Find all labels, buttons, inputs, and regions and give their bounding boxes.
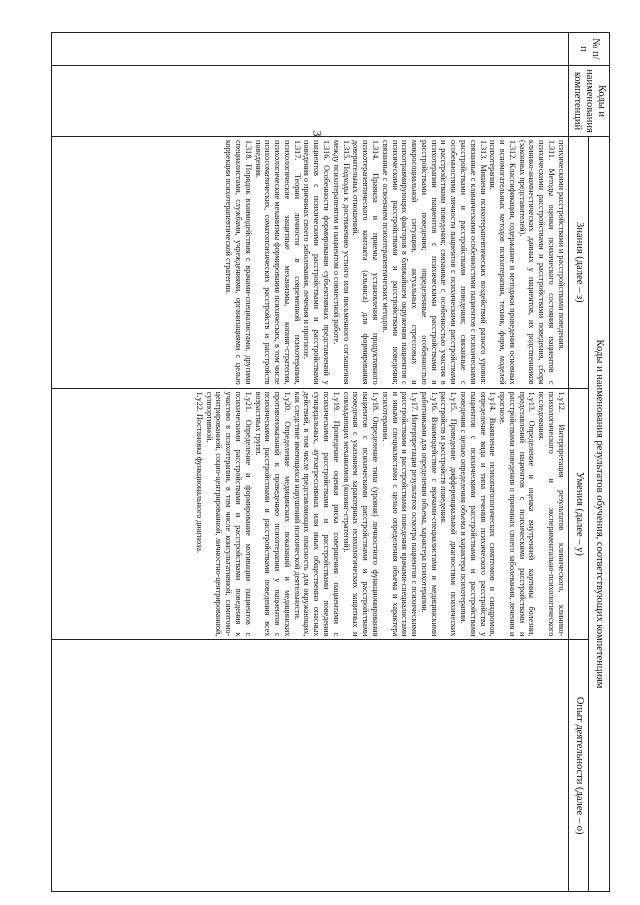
knowledge-item: 1.313. Мишени психотерапевтических воздействий разного уровня: связанные с клиническими особенностями пациентов с психическими расстройствами и расстройствами поведения; связанные с особенностями личности пациентов с психическими расстройствами и расстройствами поведения; связанные с особенностью участия в психотерапии пациентов с психическими расстройствами и расстройствами поведения; определенные особенностью микросоциальной ситуации, актуальных стрессовых и психотравмирующих факторов в ближайшем окружении пациентов с психическими расстройствами и расстройствами поведения; связанные с освоением психотерапевтических методов.	[380, 140, 488, 385]
skill-item: 1.у20. Определение медицинских показаний и медицинских противопоказаний к проведению психотерапии у пациентов с психическими расстройствами и расстройствами поведения всех возрастных групп.	[253, 391, 292, 637]
skill-item: 1.у16. Взаимодействие с врачами-специалистами и медицинскими работниками для определения объема, характера психотерапии.	[419, 391, 439, 637]
knowledge-item: 1.315. Подходы к достижению устного или письменного соглашения между психотерапевтом и пациентом о совместной работе.	[331, 140, 351, 385]
rotated-page-content	[30, 32, 610, 892]
skill-item: 1.у15. Проведение дифференциальной диагностики психических расстройств и расстройств поведения.	[439, 391, 459, 637]
number-cell	[51, 33, 568, 66]
competency-table	[51, 32, 610, 892]
skill-item: 1.у18. Определение типа (уровня) личностного функционирования пациентов с психическими расстройствами и расстройствами поведения с указанием характерных психологических защитных и совладающих механизмов (копинг-стратегий).	[341, 391, 380, 637]
skill-item: 1.у21. Определение и формирование мотивации пациентов с психическими расстройствами и расстройствами поведения к участию в психотерапии, в том числе консультативной, симптомо-центрированной, социо-центрированной, личностно-центрированной, суппортивной.	[204, 391, 253, 637]
knowledge-item: 1.312. Классификации, содержание и методики проведения основных и вспомогательных методов психотерапии, техник, форм, моделей психотерапии.	[488, 140, 517, 385]
knowledge-item: 1.316. Особенности формирования субъективных представлений у пациентов с психическими расстройствами и расстройствами поведения о причинах своего заболевания, лечения и прогнозе.	[302, 140, 332, 385]
knowledge-item: 1.318. Порядок взаимодействия с врачами-специалистами, другими специалистами, службами, учреждениями, организациями с целью коррекции психотерапевтической стратегии.	[224, 140, 253, 385]
knowledge-item: 1.317. Теории личности в современной психотерапии, психологические защитные механизмы, копинг-стратегии, психологические механизмы формирования психических, в том числе психосоматических, соматопсихических расстройств и расстройств поведения.	[253, 140, 302, 385]
skill-item: 1.у13. Определение и оценка внутренней картины болезни, представлений пациентов с психическими расстройствами и расстройствами поведения о причинах своего заболевания, лечения и прогнозе.	[498, 391, 537, 637]
header-competency-codes: Коды и наименования компетенций	[568, 66, 609, 137]
header-experience: Опыт деятельности (далее – о)	[568, 640, 589, 892]
knowledge-cell	[51, 137, 568, 389]
skill-item: 1.у12. Интерпретация результатов клинического, клинико-психологического и экспериментально-психологического исследования.	[537, 391, 566, 637]
header-number: № п/п	[568, 33, 609, 66]
knowledge-item: 1.314. Правила и приемы установления продуктивного психотерапевтического контакта (альянса) для формирования доверительных отношений.	[351, 140, 380, 385]
header-skills: Умения (далее – у)	[568, 388, 589, 640]
skill-item: 1.у19. Проведение оценки риска совершения пациентами с психическими расстройствами и расстройствами поведения суицидальных, аутоагрессивных или иных общественно опасных действий, в том числе представляющих опасность для окружающих, как следствие имеющихся нарушений психической деятельности.	[292, 391, 341, 637]
page-number: 3	[310, 130, 325, 137]
competency-codes-cell	[51, 66, 568, 137]
skill-item: 1.у14. Выявление психопатологических симптомов и синдромов, определение вида и типа течения психического расстройства у пациентов с психическими расстройствами и расстройствами поведения с целью определения объема и характера психотерапии.	[459, 391, 498, 637]
knowledge-item: психическими расстройствами и расстройствами поведения.	[556, 140, 566, 351]
skills-cell	[51, 388, 568, 640]
skill-item: 1.у17. Интерпретация результатов осмотра пациентов с психическими расстройствами и расстройствами поведения врачами-специалистами и иными специалистами с целью определения объема и характера психотерапии.	[380, 391, 420, 637]
knowledge-item: 1.311. Методы оценки психического состояния пациентов с психическими расстройствами и расстройствами поведения, сбора клинико-анамнестических данных у пациентов, их родственников (законных представителей).	[517, 140, 557, 385]
header-learning-results: Коды и наименования результатов обучения, соответствующих компетенциям	[589, 137, 610, 892]
experience-cell	[51, 640, 568, 892]
header-knowledge: Знания (далее – з)	[568, 137, 589, 389]
table-row	[51, 33, 568, 892]
skill-item: 1.у22. Постановка функционального диагноза.	[194, 391, 204, 553]
